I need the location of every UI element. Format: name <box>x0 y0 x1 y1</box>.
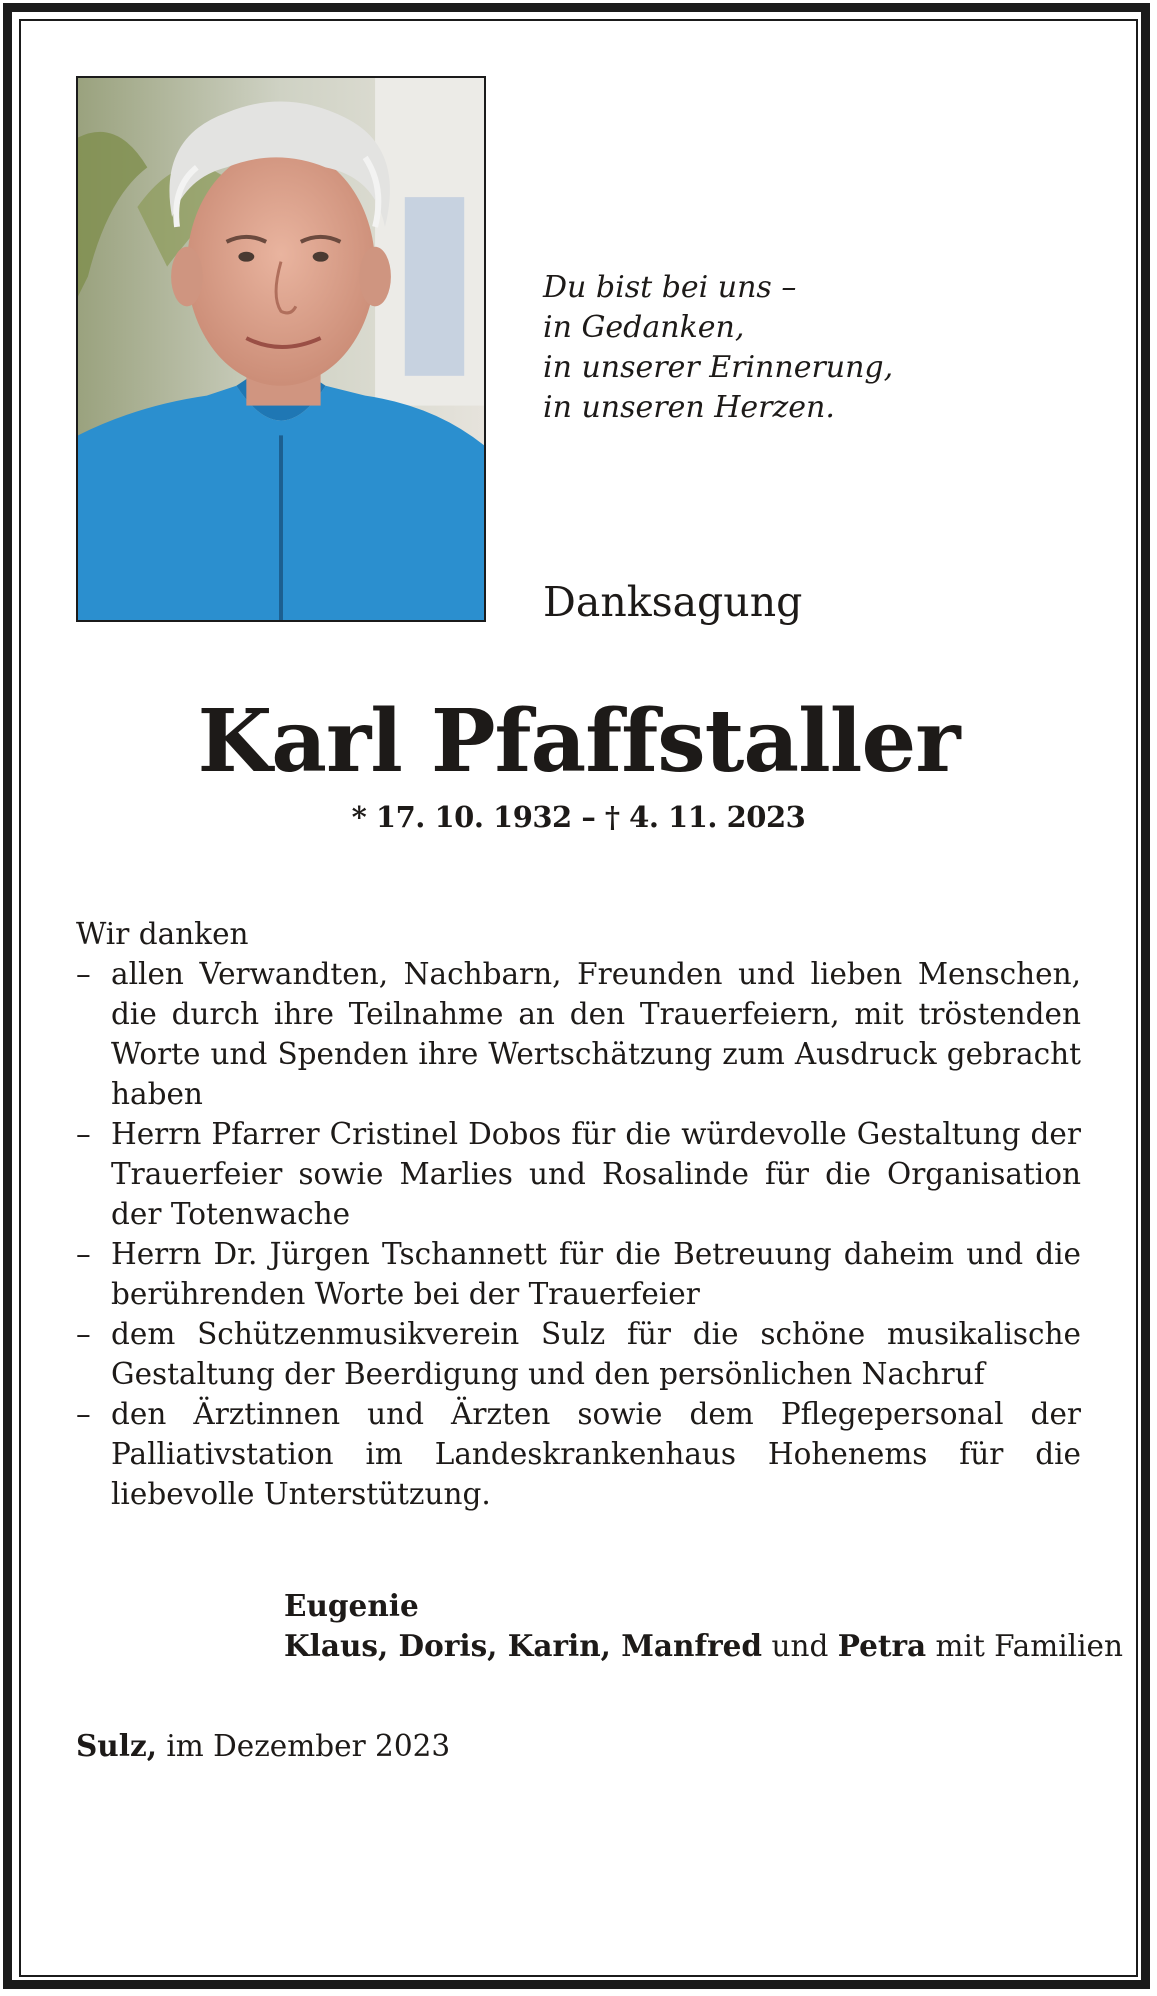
thanks-item <box>76 1234 1081 1314</box>
portrait-photo <box>76 76 486 622</box>
place-town: Sulz, <box>76 1728 157 1763</box>
signer-last: Petra <box>837 1628 927 1663</box>
poem-line: in unseren Herzen. <box>543 390 835 425</box>
list-dash: – <box>76 1117 91 1151</box>
portrait-illustration <box>78 78 484 620</box>
thanks-item <box>76 1114 1081 1234</box>
place-date: im Dezember 2023 <box>156 1729 451 1763</box>
heading-danksagung: Danksagung <box>543 578 803 626</box>
signer-joiner: und <box>762 1629 838 1663</box>
memorial-poem <box>543 268 893 428</box>
signers-block <box>284 1586 1123 1666</box>
signer-primary: Eugenie <box>284 1588 419 1623</box>
thanks-item <box>76 1394 1081 1514</box>
poem-line: Du bist bei uns – <box>543 270 797 305</box>
thanks-item <box>76 1314 1081 1394</box>
signer-suffix: mit Familien <box>926 1629 1123 1663</box>
poem-line: in unserer Erinnerung, <box>543 350 894 385</box>
life-dates: * 17. 10. 1932 – † 4. 11. 2023 <box>351 800 806 834</box>
thanks-item-text: den Ärztinnen und Ärzten sowie dem Pflegepersonal der Palliativstation im Landeskrankenhaus Hohenems für die liebevolle Unterstützung. <box>111 1397 1081 1511</box>
thanks-list <box>76 954 1081 1514</box>
thanks-text <box>76 914 1081 1514</box>
thanks-item-text: Herrn Dr. Jürgen Tschannett für die Betreuung daheim und die berührenden Worte bei der Trauerfeier <box>111 1237 1081 1311</box>
list-dash: – <box>76 1317 91 1351</box>
place-date-line <box>76 1728 450 1763</box>
list-dash: – <box>76 1237 91 1271</box>
thanks-item-text: Herrn Pfarrer Cristinel Dobos für die würdevolle Gestaltung der Trauerfeier sowie Marlies und Rosalinde für die Organisation der Totenwache <box>111 1117 1081 1231</box>
thanks-intro: Wir danken <box>76 917 249 951</box>
thanks-item <box>76 954 1081 1114</box>
deceased-name: Karl Pfaffstaller <box>197 691 960 792</box>
signer-names: Klaus, Doris, Karin, Manfred <box>284 1628 763 1663</box>
thanks-item-text: allen Verwandten, Nachbarn, Freunden und lieben Menschen, die durch ihre Teilnahme an den Trauerfeiern, mit tröstenden Worte und Spenden ihre Wertschätzung zum Ausdruck gebracht haben <box>111 957 1081 1111</box>
list-dash: – <box>76 1397 91 1431</box>
thanks-item-text: dem Schützenmusikverein Sulz für die schöne musikalische Gestaltung der Beerdigung und den persönlichen Nachruf <box>111 1317 1081 1391</box>
list-dash: – <box>76 957 91 991</box>
poem-line: in Gedanken, <box>543 310 745 345</box>
